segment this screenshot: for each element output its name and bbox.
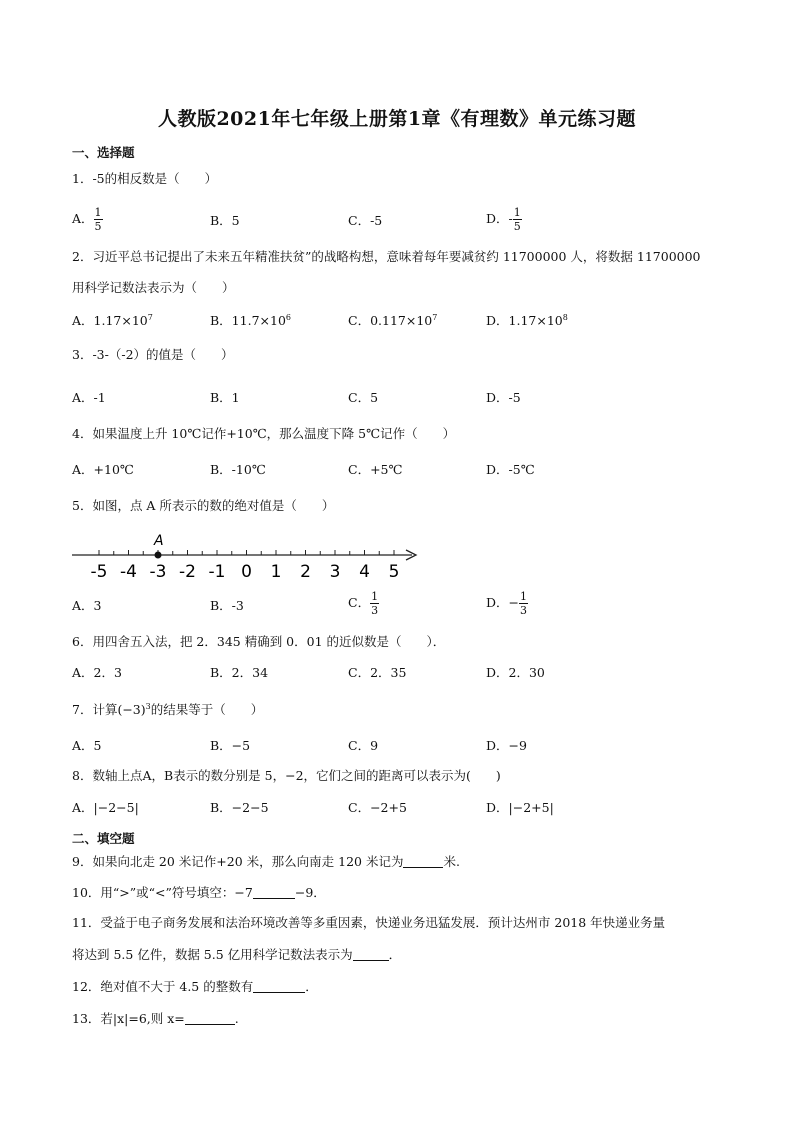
section-heading-choice: 一、选择题: [72, 145, 135, 160]
question-3-stem: 3．-3-（-2）的值是（ ）: [72, 347, 234, 362]
q2-option-d: D．$1.17\times 10^8$: [486, 313, 568, 328]
number-line-tick-label: 3: [329, 562, 341, 581]
q6-option-c: C．2．35: [348, 665, 407, 680]
question-2-stem-line2: 用科学记数法表示为（ ）: [72, 280, 235, 295]
number-line-tick-label: 2: [300, 562, 311, 581]
number-line-tick-label: 5: [388, 562, 400, 581]
q1-option-c: C．-5: [348, 213, 383, 228]
answer-blank: [253, 980, 305, 993]
question-13: 13．若|x|=6,则 x= .: [72, 1011, 239, 1026]
q4-option-b: B．-10℃: [210, 462, 266, 477]
q5-option-d: D．− $\frac{1}{3}$: [486, 590, 527, 617]
q4-option-d: D．-5℃: [486, 462, 535, 477]
number-line: [72, 533, 422, 581]
q5-option-c: C． $\frac{1}{3}$: [348, 590, 379, 617]
q7-option-c: C．9: [348, 738, 379, 753]
q6-option-b: B．2．34: [210, 665, 269, 680]
point-a-label: A: [154, 533, 164, 549]
point-a-marker: [155, 552, 162, 559]
section-heading-fill: 二、填空题: [72, 831, 135, 846]
answer-blank: [403, 855, 443, 868]
number-line-tick-label: -2: [179, 562, 196, 581]
q3-option-c: C．5: [348, 390, 379, 405]
answer-blank: [353, 948, 389, 961]
q6-option-a: A．2．3: [72, 665, 122, 680]
number-line-tick-label: 4: [359, 562, 370, 581]
answer-blank: [185, 1012, 235, 1025]
page-title: 人教版2021年七年级上册第1章《有理数》单元练习题: [157, 108, 637, 130]
q5-option-b: B．-3: [210, 598, 244, 613]
number-line-tick-label: 0: [241, 562, 252, 581]
q7-option-a: A．5: [72, 738, 102, 753]
q5-option-a: A．3: [72, 598, 102, 613]
question-6-stem: 6．用四舍五入法，把 2．345 精确到 0．01 的近似数是（ ）．: [72, 634, 446, 649]
q2-option-a: A．$1.17\times 10^7$: [72, 313, 153, 328]
q4-option-c: C．+5℃: [348, 462, 403, 477]
q2-option-c: C．$0.117\times 10^7$: [348, 313, 438, 328]
question-4-stem: 4．如果温度上升 10℃记作+10℃，那么温度下降 5℃记作（ ）: [72, 426, 456, 441]
question-11-line1: 11．受益于电子商务发展和法治环境改善等多重因素，快递业务迅猛发展．预计达州市 2018 年快递业务量: [72, 915, 666, 930]
fraction: $\frac{1}{5}$: [513, 206, 521, 233]
q3-option-d: D．-5: [486, 390, 521, 405]
q8-option-c: C．−2+5: [348, 800, 407, 815]
number-line-tick-label: -1: [208, 562, 226, 581]
question-7-stem: 7．计算$(-3)^3$的结果等于（ ）: [72, 702, 264, 717]
question-8-stem: 8．数轴上点A，B表示的数分别是 5，−2，它们之间的距离可以表示为( ): [72, 768, 501, 783]
q8-option-a: A．|−2−5|: [72, 800, 139, 815]
q3-option-a: A．-1: [72, 390, 106, 405]
q7-option-d: D．−9: [486, 738, 527, 753]
question-12: 12．绝对值不大于 4.5 的整数有 ．: [72, 979, 318, 994]
number-line-tick-label: 1: [270, 562, 282, 581]
question-2-stem-line1: 2．习近平总书记提出了未来五年精准扶贫”的战略构想，意味着每年要减贫约 11700000 人，将数据 11700000: [72, 249, 701, 264]
question-9: 9．如果向北走 20 米记作+20 米，那么向南走 120 米记为 米.: [72, 854, 460, 869]
q4-option-a: A．+10℃: [72, 462, 134, 477]
number-line-tick-label: -4: [120, 562, 137, 581]
question-11-line2: 将达到 5.5 亿件，数据 5.5 亿用科学记数法表示为 ．: [72, 947, 402, 962]
fraction: $\frac{1}{3}$: [520, 590, 527, 617]
q8-option-b: B．−2−5: [210, 800, 269, 815]
q1-option-b: B．5: [210, 213, 240, 228]
fraction: $\frac{1}{5}$: [94, 206, 102, 233]
q2-option-b: B．$11.7\times 10^6$: [210, 313, 291, 328]
q6-option-d: D．2．30: [486, 665, 545, 680]
question-5-stem: 5．如图，点 A 所表示的数的绝对值是（ ）: [72, 498, 335, 513]
q3-option-b: B．1: [210, 390, 240, 405]
answer-blank: [253, 886, 295, 899]
q8-option-d: D．|−2+5|: [486, 800, 554, 815]
question-1-stem: 1．-5的相反数是（ ）: [72, 171, 218, 186]
fraction: $\frac{1}{3}$: [371, 590, 379, 617]
q7-option-b: B．−5: [210, 738, 251, 753]
question-10: 10．用“>”或“<”符号填空：−7 −9．: [72, 885, 326, 900]
q1-option-d: D．- $\frac{1}{5}$: [486, 206, 521, 233]
number-line-tick-label: -3: [149, 562, 167, 581]
number-line-tick-label: -5: [90, 562, 108, 581]
q1-option-a: A． $\frac{1}{5}$: [72, 206, 102, 233]
